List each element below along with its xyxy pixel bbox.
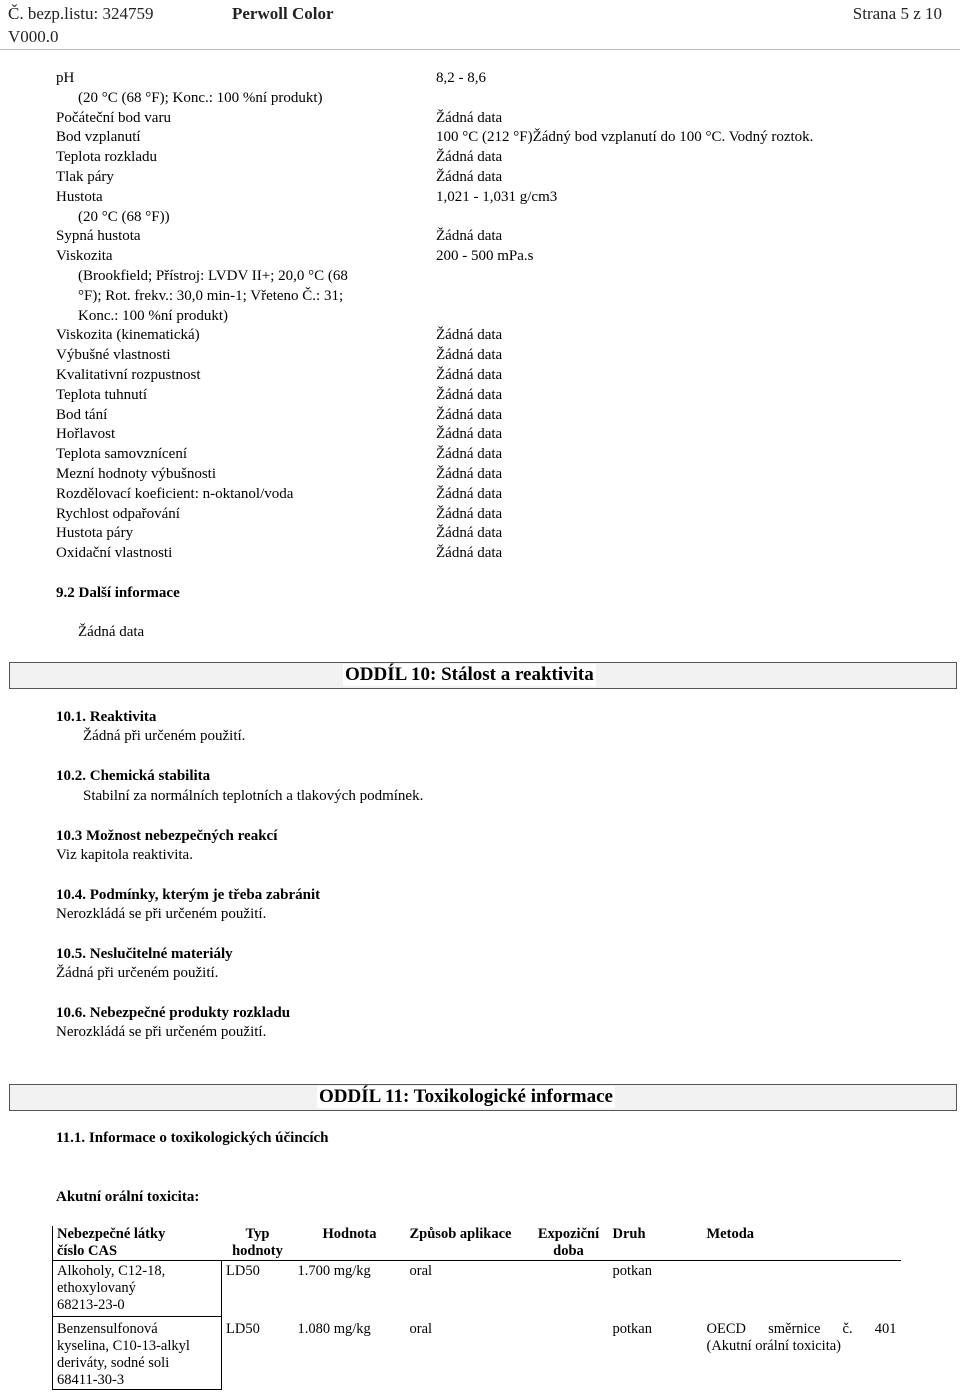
section11-title: ODDÍL 11: Toxikologické informace [319, 1086, 613, 1107]
property-value: Žádná data [436, 149, 503, 166]
property-label: Sypná hustota [56, 228, 141, 245]
cell-substance [53, 1261, 222, 1317]
header-cas: číslo CAS [57, 1243, 118, 1259]
property-label: °F); Rot. frekv.: 30,0 min-1; Vřeteno Č.: 31; [78, 287, 344, 304]
header-exposure: Expoziční [537, 1226, 600, 1242]
substance-line: deriváty, sodné soli [57, 1355, 170, 1371]
substance-line: kyselina, C10-13-alkyl [57, 1338, 190, 1354]
property-value: Žádná data [436, 406, 503, 423]
property-label: Hustota páry [56, 525, 134, 542]
header-species: Druh [612, 1226, 646, 1242]
s92-text: Žádná data [78, 624, 145, 640]
property-value: 8,2 - 8,6 [436, 70, 486, 86]
cell-exposure [529, 1261, 609, 1317]
header-value: Hodnota [322, 1226, 377, 1242]
property-label: Bod vzplanutí [56, 129, 141, 146]
cell-species: potkan [612, 1320, 652, 1337]
col-substance [53, 1226, 222, 1261]
property-value: 100 °C (212 °F)Žádný bod vzplanutí do 100 °C. Vodný roztok. [436, 129, 814, 146]
header-exposure-l2: doba [553, 1243, 584, 1259]
method-line: (Akutní orální toxicita) [706, 1337, 841, 1354]
version: V000.0 [8, 27, 59, 46]
property-label: Oxidační vlastnosti [56, 545, 173, 562]
property-value: Žádná data [436, 109, 503, 126]
property-label: Teplota samovznícení [56, 446, 187, 463]
property-value: Žádná data [436, 505, 503, 522]
property-value: Žádná data [436, 426, 503, 443]
col-species [609, 1226, 703, 1261]
cas-number: 68213-23-0 [57, 1297, 125, 1313]
cell-method [703, 1317, 901, 1390]
section10-title: ODDÍL 10: Stálost a reaktivita [345, 664, 594, 685]
cell-method [703, 1261, 901, 1317]
page-number: Strana 5 z 10 [852, 4, 942, 23]
property-label: (Brookfield; Přístroj: LVDV II+; 20,0 °C (68 [78, 267, 348, 284]
s106-text: Nerozkládá se při určeném použití. [56, 1024, 267, 1040]
s104-heading: 10.4. Podmínky, kterým je třeba zabránit [56, 887, 321, 903]
property-value: Žádná data [436, 347, 503, 364]
table-header-row [53, 1226, 901, 1261]
acute-toxicity-table [52, 1226, 901, 1390]
property-label: Kvalitativní rozpustnost [56, 366, 201, 383]
property-label: Tlak páry [56, 168, 114, 185]
cell-substance [53, 1317, 222, 1390]
property-value: 1,021 - 1,031 g/cm3 [436, 188, 558, 205]
cell-value: 1.080 mg/kg [297, 1320, 371, 1337]
s106-heading: 10.6. Nebezpečné produkty rozkladu [56, 1005, 291, 1021]
property-label: Bod tání [56, 406, 108, 423]
property-label: Mezní hodnoty výbušnosti [56, 465, 216, 482]
property-label: pH [56, 70, 75, 86]
cell-exposure [529, 1317, 609, 1390]
property-label: Hořlavost [56, 426, 116, 443]
property-label: Viskozita [56, 248, 113, 265]
col-method [703, 1226, 901, 1261]
s92-heading: 9.2 Další informace [56, 585, 180, 601]
property-value: Žádná data [436, 485, 503, 502]
cas-number: 68411-30-3 [57, 1372, 125, 1388]
property-label: Hustota [56, 188, 103, 205]
property-value: Žádná data [436, 446, 503, 463]
property-value: Žádná data [436, 525, 503, 542]
property-value: Žádná data [436, 228, 503, 245]
col-type [222, 1226, 294, 1261]
s102-text: Stabilní za normálních teplotních a tlakových podmínek. [83, 788, 424, 804]
method-line: OECD směrnice č. 401 [706, 1320, 897, 1337]
cell-type: LD50 [226, 1263, 260, 1279]
s104-text: Nerozkládá se při určeném použití. [56, 906, 267, 922]
s101-heading: 10.1. Reaktivita [56, 709, 157, 725]
s101-text: Žádná při určeném použití. [83, 728, 246, 744]
property-value: Žádná data [436, 327, 503, 344]
s103-text: Viz kapitola reaktivita. [56, 847, 193, 863]
cell-species: potkan [612, 1263, 652, 1279]
property-value: Žádná data [436, 168, 503, 185]
header-substance: Nebezpečné látky [57, 1226, 166, 1242]
table-row [53, 1261, 901, 1317]
col-route [406, 1226, 529, 1261]
s105-text: Žádná při určeném použití. [56, 965, 219, 981]
s105-heading: 10.5. Neslučitelné materiály [56, 946, 233, 962]
header-type-l2: hodnoty [232, 1243, 283, 1259]
property-value: Žádná data [436, 465, 503, 482]
property-value: Žádná data [436, 545, 503, 562]
property-value: Žádná data [436, 386, 503, 403]
s102-heading: 10.2. Chemická stabilita [56, 768, 211, 784]
header-divider [0, 49, 960, 50]
header-method: Metoda [706, 1226, 755, 1242]
property-label: Rozdělovací koeficient: n-oktanol/voda [56, 485, 294, 502]
property-label: Viskozita (kinematická) [56, 327, 200, 344]
cell-route: oral [409, 1263, 433, 1279]
col-exposure [529, 1226, 609, 1261]
acute-oral-heading: Akutní orální toxicita: [56, 1189, 200, 1205]
property-value: Žádná data [436, 366, 503, 383]
property-label: Teplota tuhnutí [56, 386, 148, 403]
col-value [294, 1226, 406, 1261]
property-label: Teplota rozkladu [56, 149, 157, 166]
header-type: Typ [245, 1226, 270, 1242]
cell-value: 1.700 mg/kg [297, 1263, 371, 1279]
s103-heading: 10.3 Možnost nebezpečných reakcí [56, 828, 278, 844]
property-value: 200 - 500 mPa.s [436, 248, 534, 265]
s111-heading: 11.1. Informace o toxikologických účincích [56, 1130, 329, 1146]
property-label: (20 °C (68 °F); Konc.: 100 %ní produkt) [78, 89, 323, 106]
cell-route: oral [409, 1320, 433, 1337]
property-label: Počáteční bod varu [56, 109, 171, 126]
property-label: Rychlost odpařování [56, 505, 180, 522]
document-number: Č. bezp.listu: 324759 [8, 4, 154, 23]
product-name: Perwoll Color [232, 4, 334, 23]
table-row [53, 1317, 901, 1390]
substance-line: Alkoholy, C12-18, [57, 1263, 166, 1279]
substance-line: ethoxylovaný [57, 1280, 136, 1296]
substance-line: Benzensulfonová [57, 1321, 158, 1337]
property-label: Výbušné vlastnosti [56, 347, 171, 364]
cell-type: LD50 [226, 1320, 260, 1337]
property-label: Konc.: 100 %ní produkt) [78, 307, 228, 324]
property-label: (20 °C (68 °F)) [78, 208, 170, 225]
header-route: Způsob aplikace [409, 1226, 512, 1242]
